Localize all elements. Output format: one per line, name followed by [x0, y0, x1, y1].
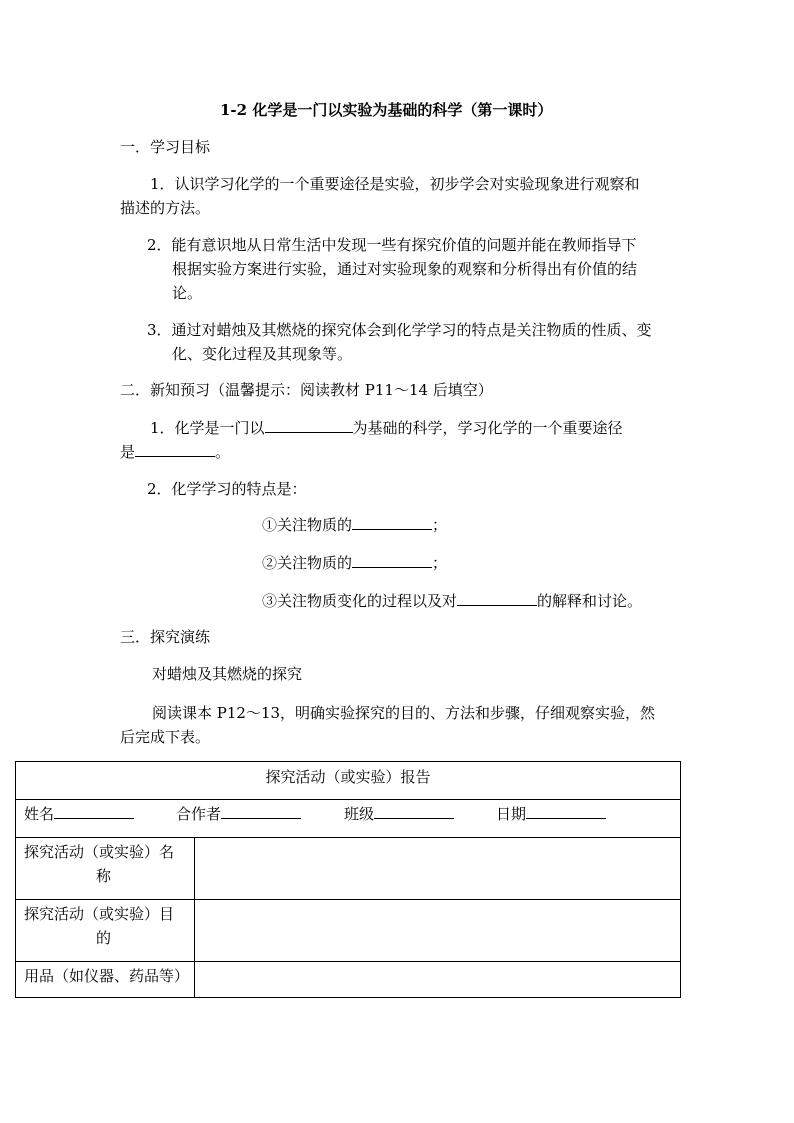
blank-field[interactable] — [265, 416, 353, 433]
feature-3-text: ③关注物质变化的过程以及对 — [262, 592, 458, 610]
name-field — [24, 802, 134, 826]
page-title: 1-2 化学是一门以实验为基础的科学（第一课时） — [220, 101, 553, 119]
row-activity-purpose-label-1: 探究活动（或实验）目 — [24, 905, 175, 923]
feature-2 — [262, 551, 447, 575]
practice-subtitle: 对蜡烛及其燃烧的探究 — [152, 665, 303, 683]
class-blank[interactable] — [374, 802, 454, 819]
table-divider — [16, 837, 680, 838]
date-field — [496, 802, 606, 826]
partner-blank[interactable] — [221, 802, 301, 819]
feature-3 — [262, 589, 642, 613]
blank-field[interactable] — [352, 551, 432, 568]
question-1-line-1 — [150, 416, 623, 440]
date-blank[interactable] — [526, 802, 606, 819]
blank-field[interactable] — [352, 513, 432, 530]
question-1-line-2 — [120, 440, 230, 464]
question-1-text-a: 1．化学是一门以 — [150, 419, 265, 437]
class-field — [344, 802, 454, 826]
table-divider — [16, 799, 680, 800]
report-header: 探究活动（或实验）报告 — [265, 768, 431, 786]
partner-field — [176, 802, 301, 826]
section-heading-objectives: 一．学习目标 — [120, 138, 211, 156]
feature-1-end: ； — [432, 516, 448, 534]
objective-2-line-2: 根据实验方案进行实验，通过对实验现象的观察和分析得出有价值的结 — [172, 260, 638, 278]
practice-intro-line-2: 后完成下表。 — [120, 728, 211, 746]
date-label: 日期 — [496, 805, 527, 823]
objective-2-line-3: 论。 — [172, 284, 203, 302]
feature-2-text: ②关注物质的 — [262, 554, 353, 572]
objective-3-line-2: 化、变化过程及其现象等。 — [172, 345, 353, 363]
feature-1-text: ①关注物质的 — [262, 516, 353, 534]
objective-1-line-2: 描述的方法。 — [120, 199, 211, 217]
class-label: 班级 — [344, 805, 375, 823]
objective-2-line-1: 2．能有意识地从日常生活中发现一些有探究价值的问题并能在教师指导下 — [147, 236, 637, 254]
feature-1 — [262, 513, 447, 537]
question-1-text-b: 为基础的科学，学习化学的一个重要途径 — [352, 419, 623, 437]
question-2: 2．化学学习的特点是： — [147, 480, 307, 498]
question-1-text-d: 。 — [215, 443, 231, 461]
feature-2-end: ； — [432, 554, 448, 572]
objective-1-line-1: 1．认识学习化学的一个重要途径是实验，初步学会对实验现象进行观察和 — [150, 175, 640, 193]
row-activity-purpose-label-2: 的 — [96, 929, 112, 947]
row-supplies-label: 用品（如仪器、药品等） — [24, 967, 190, 985]
feature-3-end: 的解释和讨论。 — [537, 592, 643, 610]
row-activity-name-label-2: 称 — [96, 867, 112, 885]
blank-field[interactable] — [457, 589, 537, 606]
name-label: 姓名 — [24, 805, 55, 823]
row-activity-name-label-1: 探究活动（或实验）名 — [24, 843, 175, 861]
section-heading-preview: 二．新知预习（温馨提示：阅读教材 P11～14 后填空） — [120, 381, 493, 399]
section-heading-practice: 三．探究演练 — [120, 628, 211, 646]
blank-field[interactable] — [135, 440, 215, 457]
report-table — [15, 761, 681, 998]
table-divider — [16, 899, 680, 900]
practice-intro-line-1: 阅读课本 P12～13，明确实验探究的目的、方法和步骤，仔细观察实验，然 — [152, 704, 656, 722]
name-blank[interactable] — [54, 802, 134, 819]
objective-3-line-1: 3．通过对蜡烛及其燃烧的探究体会到化学学习的特点是关注物质的性质、变 — [147, 321, 652, 339]
partner-label: 合作者 — [176, 805, 222, 823]
question-1-text-c: 是 — [120, 443, 136, 461]
table-divider — [16, 961, 680, 962]
table-column-divider — [194, 837, 195, 997]
